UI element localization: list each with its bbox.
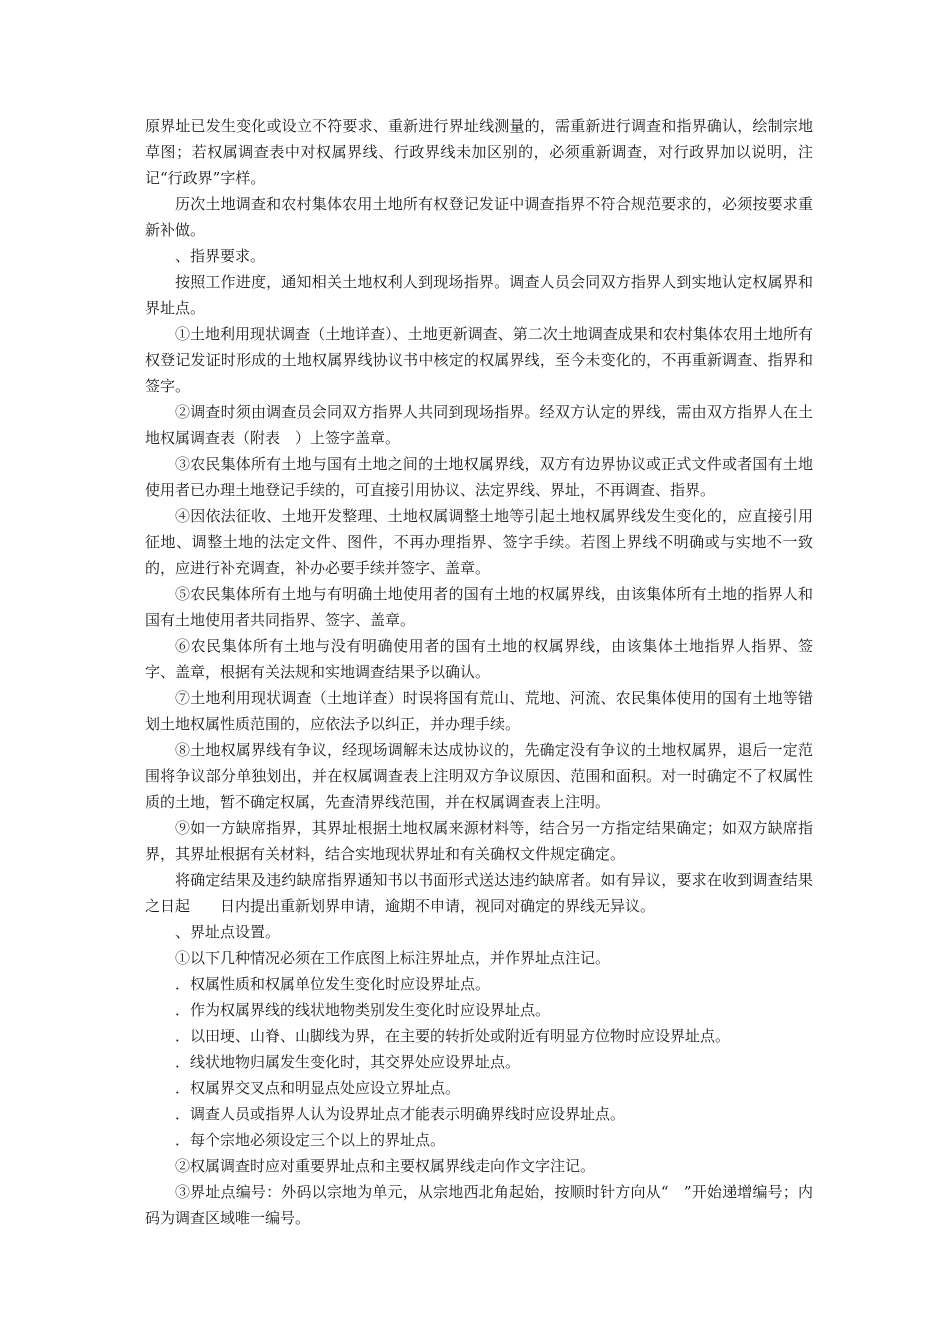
document-body <box>145 113 813 1231</box>
sub-list-item: ．以田埂、山脊、山脚线为界，在主要的转折处或附近有明显方位物时应设界址点。 <box>175 1027 731 1045</box>
paragraph: 将确定结果及违约缺席指界通知书以书面形式送达违约缺席者。如有异议，要求在收到调查结果之日起 日内提出重新划界申请，逾期不申请，视同对确定的界线无异议。 <box>145 871 813 915</box>
list-item: ②权属调查时应对重要界址点和主要权属界线走向作文字注记。 <box>175 1157 596 1175</box>
paragraph: 按照工作进度，通知相关土地权利人到现场指界。调查人员会同双方指界人到实地认定权属界和界址点。 <box>145 273 813 317</box>
list-item: ①土地利用现状调查（土地详查）、土地更新调查、第二次土地调查成果和农村集体农用土地所有权登记发证时形成的土地权属界线协议书中核定的权属界线，至今未变化的，不再重新调查、指界和签字。 <box>145 325 813 395</box>
list-item: ⑨如一方缺席指界，其界址根据土地权属来源材料等，结合另一方指定结果确定；如双方缺席指界，其界址根据有关材料，结合实地现状界址和有关确权文件规定确定。 <box>145 819 813 863</box>
list-item: ③农民集体所有土地与国有土地之间的土地权属界线，双方有边界协议或正式文件或者国有土地使用者已办理土地登记手续的，可直接引用协议、法定界线、界址，不再调查、指界。 <box>145 455 813 499</box>
section-heading: 、指界要求。 <box>175 247 266 265</box>
paragraph: 历次土地调查和农村集体农用土地所有权登记发证中调查指界不符合规范要求的，必须按要求重新补做。 <box>145 195 813 239</box>
paragraph: 原界址已发生变化或设立不符要求、重新进行界址线测量的，需重新进行调查和指界确认，绘制宗地草图；若权属调查表中对权属界线、行政界线未加区别的，必须重新调查，对行政界加以说明，注记“行政界”字样。 <box>145 117 813 187</box>
sub-list-item: ．权属界交叉点和明显点处应设立界址点。 <box>175 1079 461 1097</box>
list-item: ③界址点编号：外码以宗地为单元，从宗地西北角起始，按顺时针方向从“ ”开始递增编号；内码为调查区域唯一编号。 <box>145 1183 813 1227</box>
sub-list-item: ．权属性质和权属单位发生变化时应设界址点。 <box>175 975 491 993</box>
list-item: ⑦土地利用现状调查（土地详查）时误将国有荒山、荒地、河流、农民集体使用的国有土地等错划土地权属性质范围的，应依法予以纠正，并办理手续。 <box>145 689 813 733</box>
sub-list-item: ．调查人员或指界人认为设界址点才能表示明确界线时应设界址点。 <box>175 1105 626 1123</box>
list-item: ④因依法征收、土地开发整理、土地权属调整土地等引起土地权属界线发生变化的，应直接引用征地、调整土地的法定文件、图件，不再办理指界、签字手续。若图上界线不明确或与实地不一致的，应进行补充调查，补办必要手续并签字、盖章。 <box>145 507 813 577</box>
section-heading: 、界址点设置。 <box>175 923 281 941</box>
list-item: ⑤农民集体所有土地与有明确土地使用者的国有土地的权属界线，由该集体所有土地的指界人和国有土地使用者共同指界、签字、盖章。 <box>145 585 813 629</box>
list-item: ①以下几种情况必须在工作底图上标注界址点，并作界址点注记。 <box>175 949 611 967</box>
sub-list-item: ．作为权属界线的线状地物类别发生变化时应设界址点。 <box>175 1001 551 1019</box>
sub-list-item: ．每个宗地必须设定三个以上的界址点。 <box>175 1131 446 1149</box>
list-item: ⑧土地权属界线有争议，经现场调解未达成协议的，先确定没有争议的土地权属界，退后一定范围将争议部分单独划出，并在权属调查表上注明双方争议原因、范围和面积。对一时确定不了权属性质的土地，暂不确定权属，先查清界线范围，并在权属调查表上注明。 <box>145 741 813 811</box>
list-item: ⑥农民集体所有土地与没有明确使用者的国有土地的权属界线，由该集体土地指界人指界、签字、盖章，根据有关法规和实地调查结果予以确认。 <box>145 637 813 681</box>
list-item: ②调查时须由调查员会同双方指界人共同到现场指界。经双方认定的界线，需由双方指界人在土地权属调查表（附表 ）上签字盖章。 <box>145 403 813 447</box>
sub-list-item: ．线状地物归属发生变化时，其交界处应设界址点。 <box>175 1053 521 1071</box>
